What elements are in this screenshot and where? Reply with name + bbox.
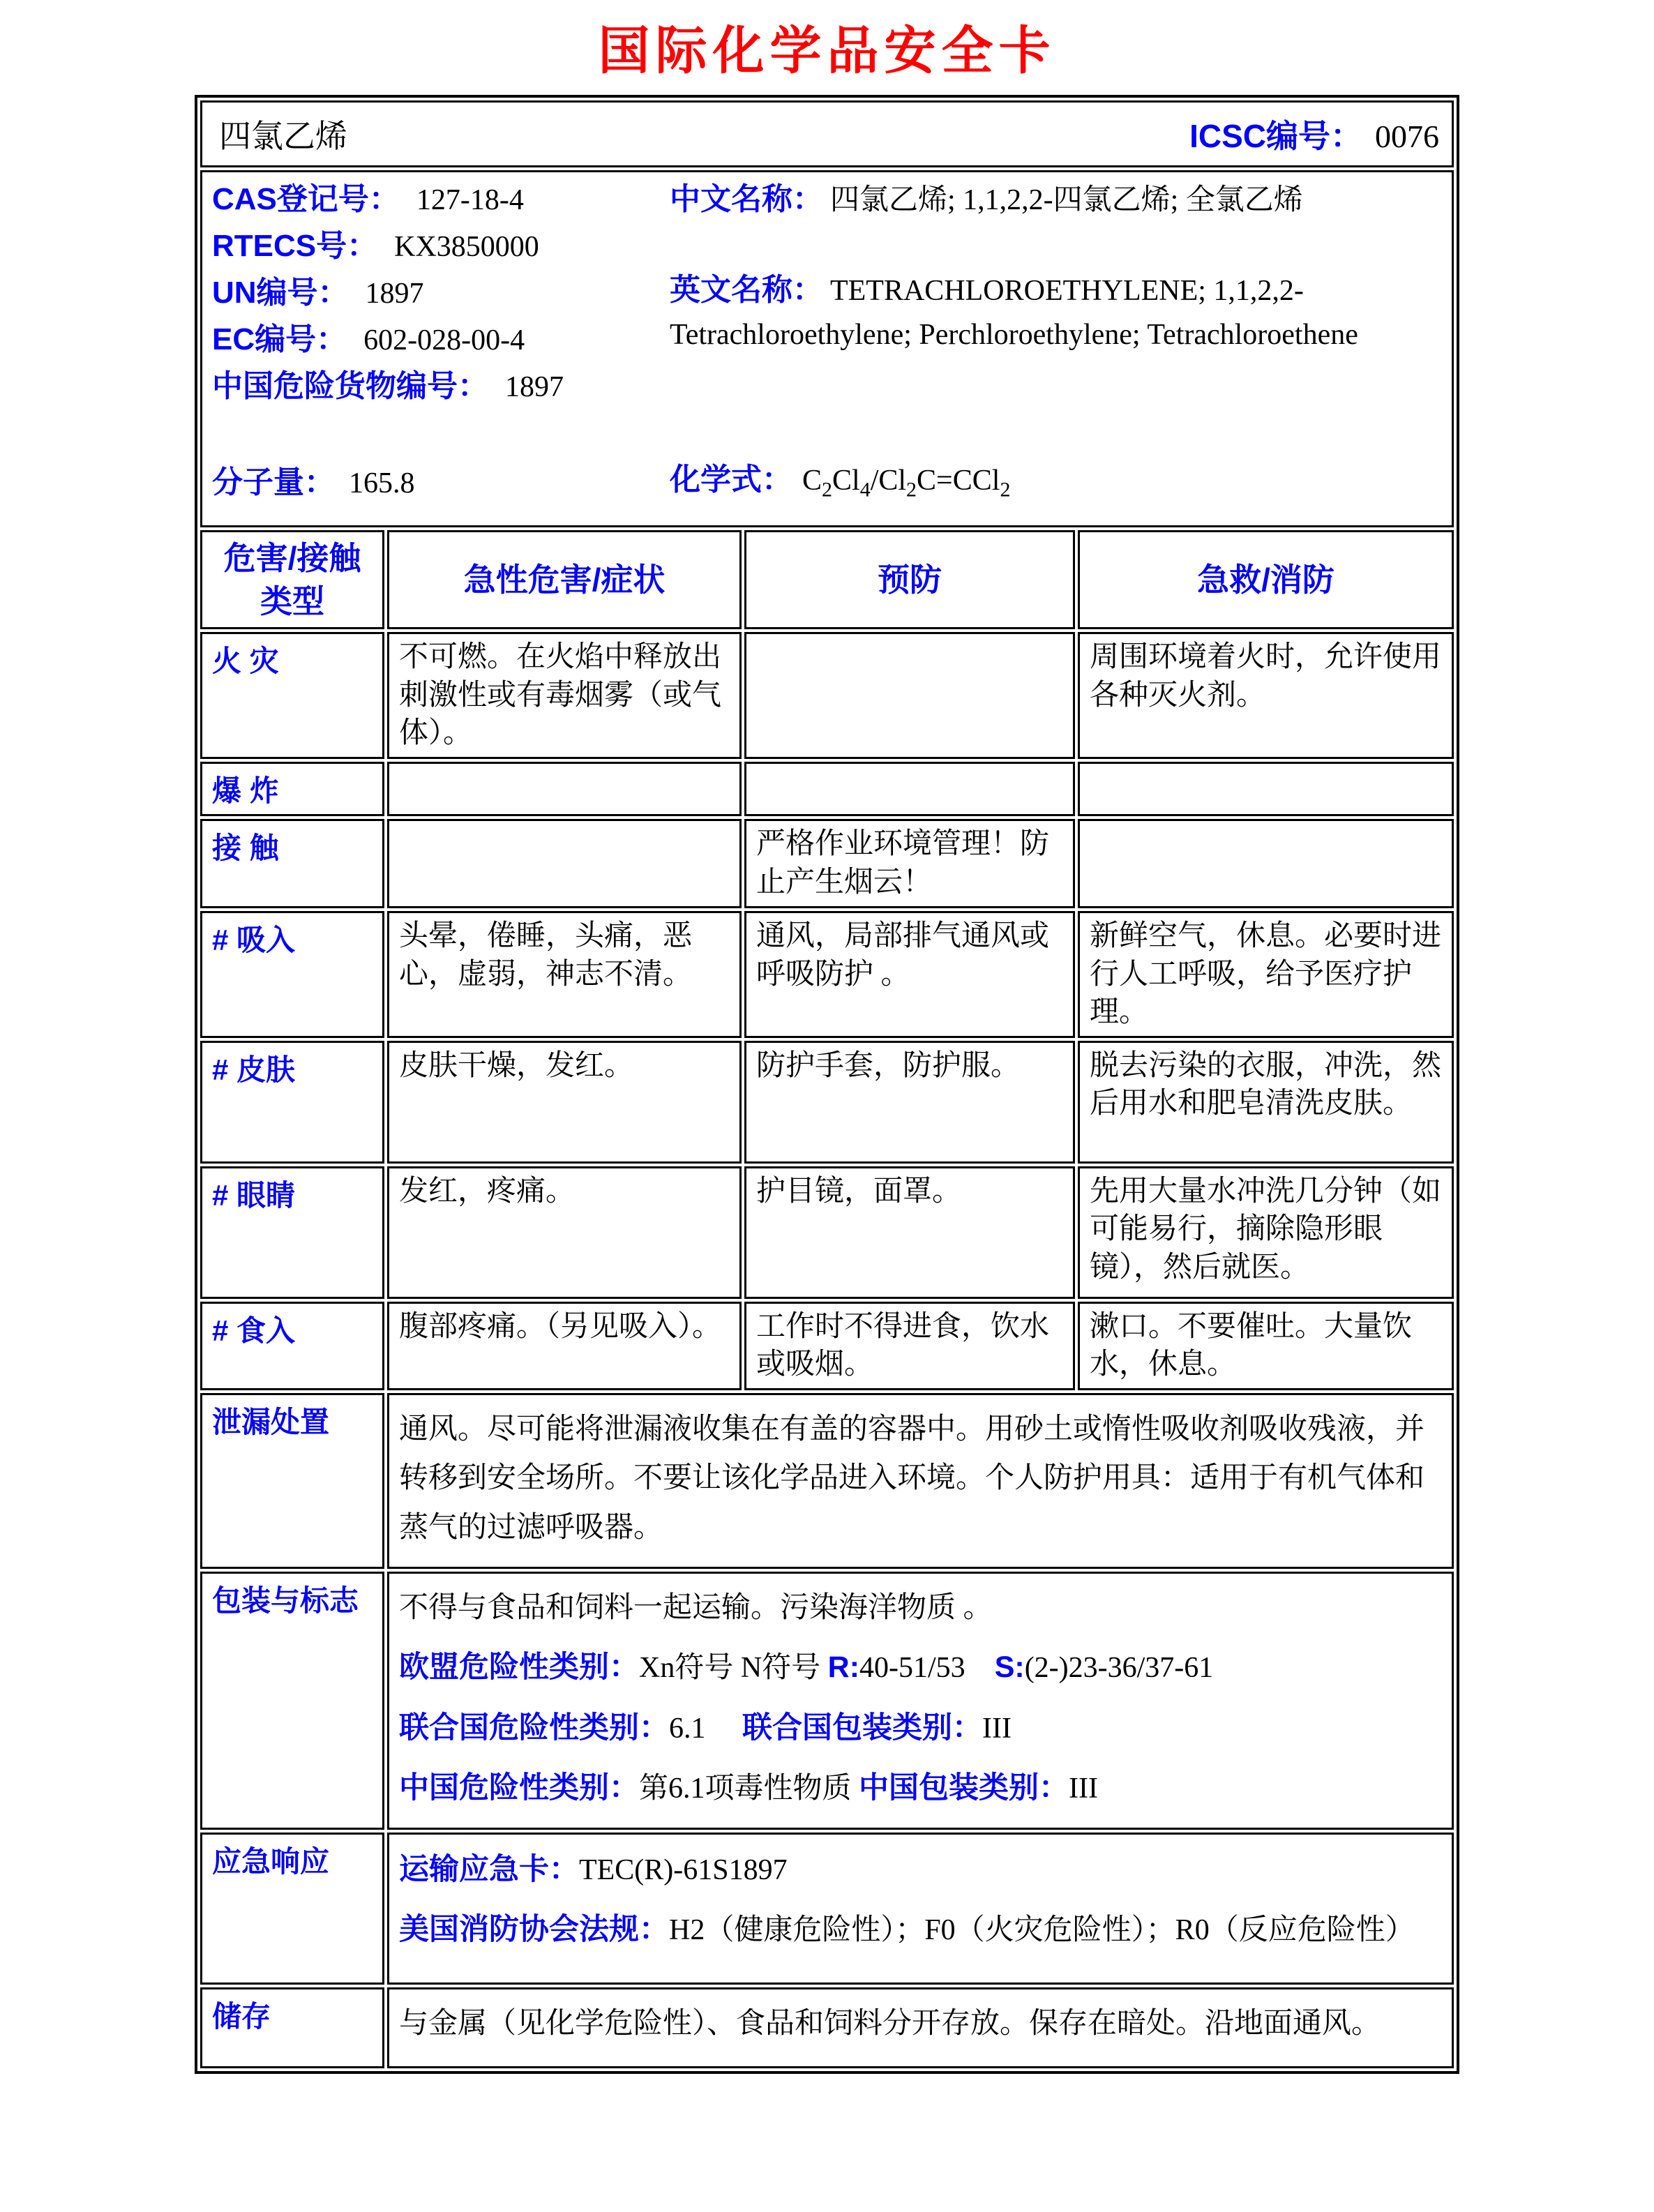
hazard-cell-prevention	[744, 632, 1075, 759]
chinese-name-label: 中文名称：	[669, 182, 823, 216]
hazard-row-label: 爆 炸	[200, 762, 384, 816]
identifier-list	[212, 176, 664, 521]
english-name-value: TETRACHLOROETHYLENE; 1,1,2,2-Tetrachloroethylene; Perchloroethylene; Tetrachloroethene	[669, 275, 1358, 351]
english-name-paragraph	[670, 267, 1442, 357]
hazard-row-label: # 眼睛	[200, 1166, 384, 1299]
section-row-content	[387, 1572, 1454, 1830]
hazard-row	[200, 1302, 1454, 1390]
hazard-row-label: # 皮肤	[200, 1041, 384, 1164]
page-title: 国际化学品安全卡	[598, 22, 1056, 80]
cas-number-line	[212, 176, 664, 223]
hazard-row-label: 火 灾	[200, 632, 384, 759]
hazard-cell-prevention	[744, 762, 1075, 816]
ec-number-line	[212, 317, 664, 363]
china-dg-number-value: 1897	[504, 370, 564, 403]
section-row-label: 泄漏处置	[200, 1393, 384, 1569]
section-row-label: 包装与标志	[200, 1572, 384, 1830]
section-paragraph: 美国消防协会法规：H2（健康危险性）；F0（火灾危险性）；R0（反应危险性）	[398, 1913, 1415, 1947]
section-paragraph: 运输应急卡：TEC(R)-61S1897	[398, 1852, 788, 1886]
rtecs-number-label: RTECS号：	[211, 228, 378, 263]
hazard-row	[200, 1041, 1454, 1164]
section-row	[200, 1572, 1454, 1830]
section-row	[200, 1987, 1454, 2068]
china-dg-number-line	[212, 363, 664, 410]
hazard-row	[200, 632, 1454, 759]
ec-number-label: EC编号：	[211, 322, 347, 356]
hazard-row	[200, 762, 1454, 816]
chemical-formula-label: 化学式：	[669, 462, 792, 497]
icsc-number	[1189, 111, 1442, 157]
hazard-row	[200, 819, 1454, 908]
hazard-row-label: # 吸入	[200, 911, 384, 1038]
hazard-cell-symptoms	[387, 762, 742, 816]
section-row-content	[387, 1833, 1454, 1985]
molecular-weight-line	[212, 457, 664, 502]
china-dg-number-label: 中国危险货物编号：	[211, 368, 488, 403]
cas-number-label: CAS登记号：	[211, 182, 400, 216]
icsc-number-label: ICSC编号：	[1189, 118, 1363, 154]
rtecs-number-line	[212, 223, 664, 270]
un-number-line	[212, 270, 664, 317]
cas-number-value: 127-18-4	[416, 184, 524, 216]
molecular-weight-label: 分子量：	[211, 465, 335, 499]
identifiers-cell	[200, 170, 1454, 527]
chinese-name-value: 四氯乙烯; 1,1,2,2-四氯乙烯; 全氯乙烯	[829, 184, 1303, 216]
section-paragraph: 通风。尽可能将泄漏液收集在有盖的容器中。用砂土或惰性吸收剂吸收残液，并转移到安全场所。不要让该化学品进入环境。个人防护用具：适用于有机气体和蒸气的过滤呼吸器。	[398, 1413, 1424, 1544]
hazard-cell-symptoms: 不可燃。在火焰中释放出刺激性或有毒烟雾（或气体）。	[387, 632, 742, 759]
hazard-table-header-row	[200, 530, 1454, 629]
section-row-label: 应急响应	[200, 1833, 384, 1985]
hazard-cell-prevention: 护目镜，面罩。	[744, 1166, 1075, 1299]
header-hazard-type: 危害/接触类型	[200, 530, 384, 629]
hazard-cell-symptoms	[387, 819, 742, 908]
hazard-row-label: # 食入	[200, 1302, 384, 1390]
header-acute-hazards: 急性危害/症状	[387, 530, 742, 629]
molecular-weight-value: 165.8	[348, 467, 415, 499]
hazard-row	[200, 911, 1454, 1038]
chemical-name-cell	[200, 100, 1454, 167]
section-paragraph: 联合国危险性类别：6.1 联合国包装类别：III	[398, 1710, 1012, 1745]
hazard-cell-first-aid: 新鲜空气，休息。必要时进行人工呼吸，给予医疗护理。	[1078, 911, 1454, 1038]
hazard-cell-symptoms: 腹部疼痛。（另见吸入）。	[387, 1302, 742, 1390]
un-number-label: UN编号：	[211, 275, 349, 310]
header-first-aid: 急救/消防	[1078, 530, 1454, 629]
section-row-label: 储存	[200, 1987, 384, 2068]
identifiers-row	[200, 170, 1454, 527]
hazard-cell-first-aid: 脱去污染的衣服，冲洗，然后用水和肥皂清洗皮肤。	[1078, 1041, 1454, 1164]
section-paragraph: 欧盟危险性类别：Xn符号 N符号 R:40-51/53 S:(2-)23-36/37-61	[398, 1650, 1214, 1685]
icsc-card-table	[195, 95, 1459, 2074]
hazard-cell-first-aid	[1078, 762, 1454, 816]
un-number-value: 1897	[365, 277, 424, 310]
hazard-cell-symptoms: 皮肤干燥，发红。	[387, 1041, 742, 1164]
chinese-name-paragraph	[670, 176, 1442, 223]
section-row	[200, 1833, 1454, 1985]
section-row-content	[387, 1987, 1454, 2068]
section-paragraph: 中国危险性类别：第6.1项毒性物质 中国包装类别：III	[398, 1771, 1098, 1805]
hazard-cell-prevention: 防护手套，防护服。	[744, 1041, 1075, 1164]
chemical-name: 四氯乙烯	[218, 119, 347, 154]
section-paragraph: 不得与食品和饲料一起运输。污染海洋物质 。	[398, 1591, 993, 1624]
section-row	[200, 1393, 1454, 1569]
names-column	[664, 176, 1442, 521]
rtecs-number-value: KX3850000	[394, 230, 539, 263]
hazard-cell-symptoms: 头晕，倦睡，头痛，恶心，虚弱，神志不清。	[387, 911, 742, 1038]
hazard-cell-first-aid	[1078, 819, 1454, 908]
hazard-row-label: 接 触	[200, 819, 384, 908]
hazard-cell-first-aid: 周围环境着火时，允许使用各种灭火剂。	[1078, 632, 1454, 759]
ec-number-value: 602-028-00-4	[363, 324, 525, 356]
chemical-name-row	[200, 100, 1454, 167]
hazard-cell-prevention: 工作时不得进食，饮水或吸烟。	[744, 1302, 1075, 1390]
chemical-formula-value: $C_2Cl_4/Cl_2C=CCl_2$	[802, 464, 1011, 501]
hazard-cell-symptoms: 发红，疼痛。	[387, 1166, 742, 1299]
hazard-cell-prevention: 严格作业环境管理！防止产生烟云！	[744, 819, 1075, 908]
hazard-cell-prevention: 通风，局部排气通风或呼吸防护 。	[744, 911, 1075, 1038]
header-prevention: 预防	[744, 530, 1075, 629]
icsc-number-value: 0076	[1375, 119, 1440, 154]
hazard-row	[200, 1166, 1454, 1299]
hazard-cell-first-aid: 漱口。不要催吐。大量饮水，休息。	[1078, 1302, 1454, 1390]
english-name-label: 英文名称：	[669, 273, 823, 307]
section-paragraph: 与金属（见化学危险性）、食品和饲料分开存放。保存在暗处。沿地面通风。	[398, 2007, 1381, 2040]
hazard-table-body	[200, 632, 1454, 2068]
section-row-content	[387, 1393, 1454, 1569]
chemical-formula-line	[670, 454, 1442, 502]
hazard-cell-first-aid: 先用大量水冲洗几分钟（如可能易行，摘除隐形眼镜），然后就医。	[1078, 1166, 1454, 1299]
